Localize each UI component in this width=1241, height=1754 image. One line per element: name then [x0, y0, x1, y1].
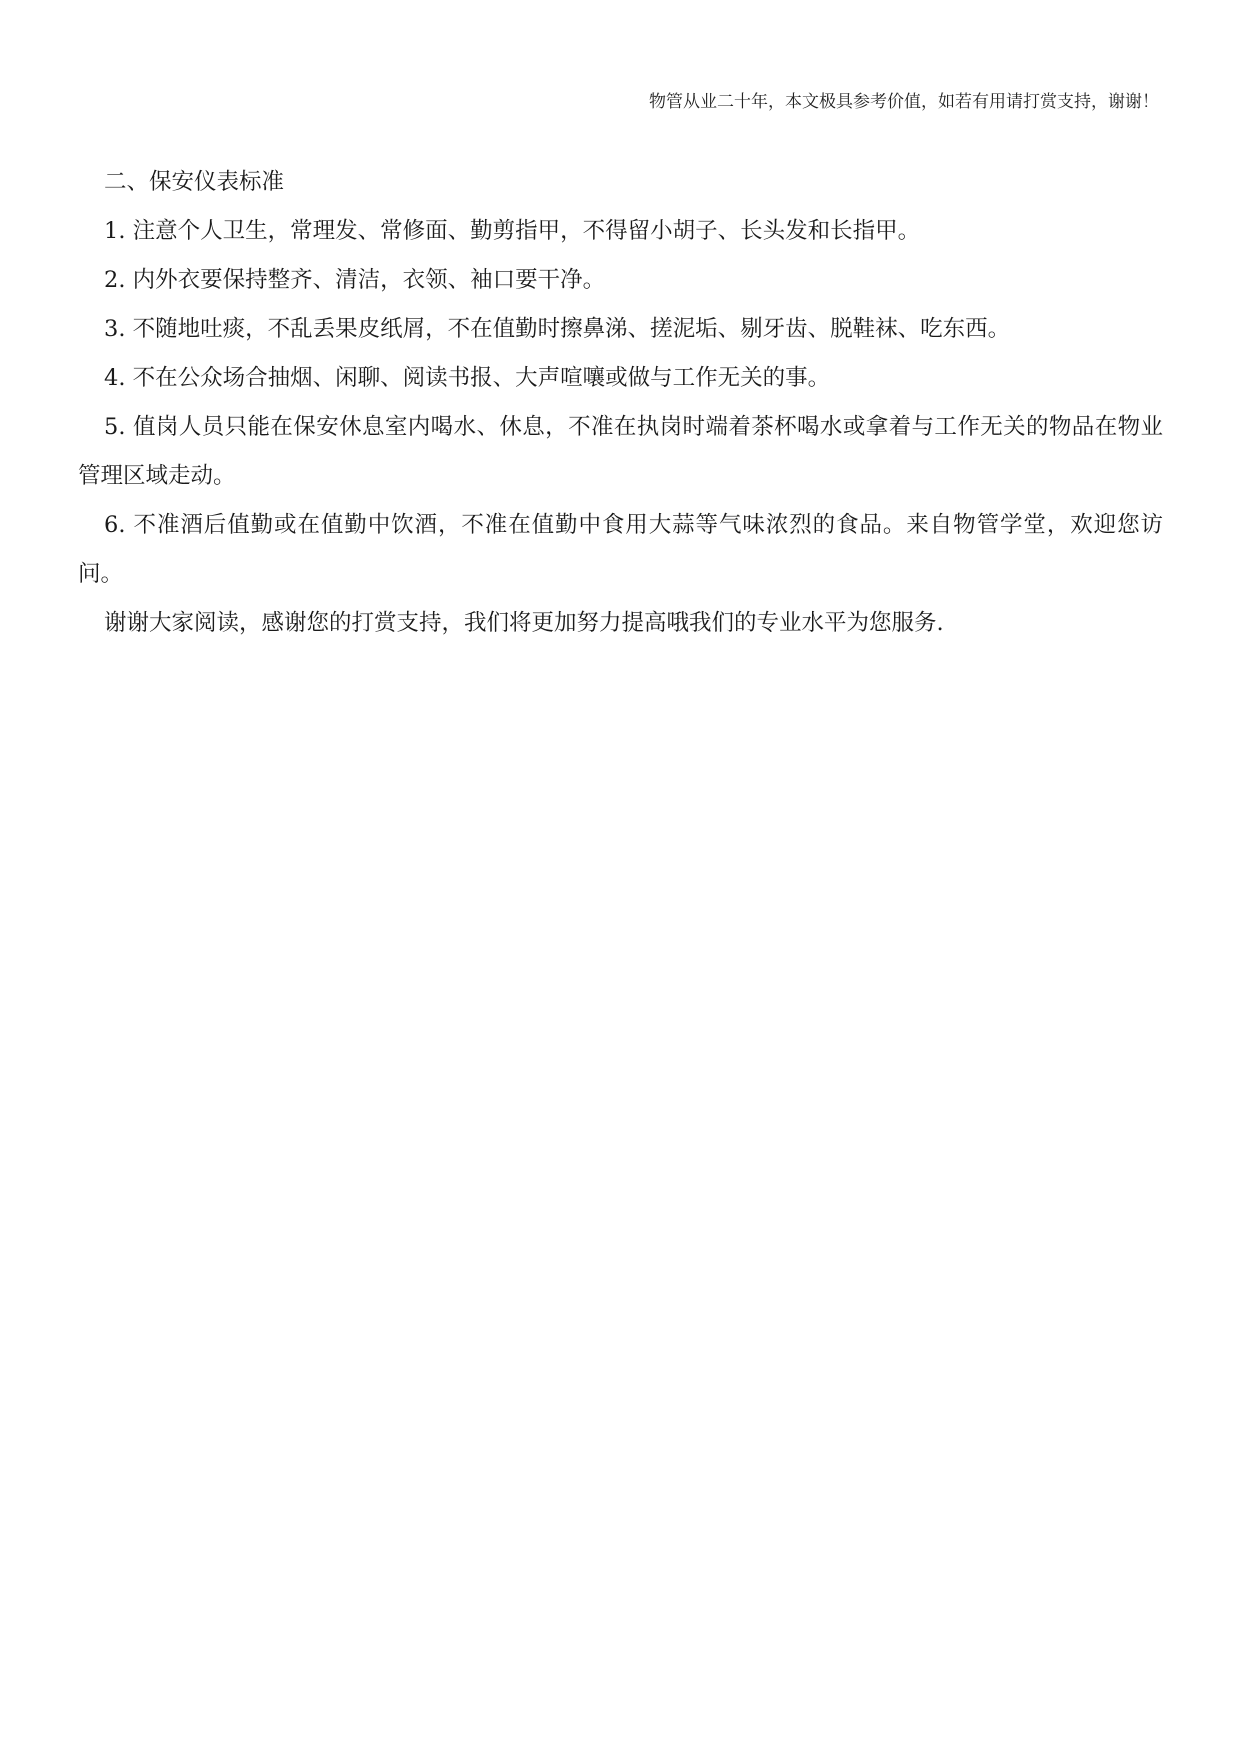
list-item: 2. 内外衣要保持整齐、清洁，衣领、袖口要干净。: [104, 267, 606, 293]
header-note: 物管从业二十年，本文极具参考价值，如若有用请打赏支持，谢谢！: [649, 92, 1159, 112]
list-item: 3. 不随地吐痰，不乱丢果皮纸屑，不在值勤时擦鼻涕、搓泥垢、剔牙齿、脱鞋袜、吃东西。: [104, 316, 1011, 342]
document-body: [78, 158, 1163, 648]
section-title: 二、保安仪表标准: [104, 169, 285, 195]
list-item: 6. 不准酒后值勤或在值勤中饮酒，不准在值勤中食用大蒜等气味浓烈的食品。来自物管学堂，欢迎您访问。: [78, 512, 1163, 587]
closing-note: 谢谢大家阅读，感谢您的打赏支持，我们将更加努力提高哦我们的专业水平为您服务.: [104, 610, 944, 636]
list-item: 1. 注意个人卫生，常理发、常修面、勤剪指甲，不得留小胡子、长头发和长指甲。: [104, 218, 921, 244]
list-item: 4. 不在公众场合抽烟、闲聊、阅读书报、大声喧嚷或做与工作无关的事。: [104, 365, 831, 391]
list-item: 5. 值岗人员只能在保安休息室内喝水、休息，不准在执岗时端着茶杯喝水或拿着与工作无关的物品在物业管理区域走动。: [78, 414, 1163, 489]
